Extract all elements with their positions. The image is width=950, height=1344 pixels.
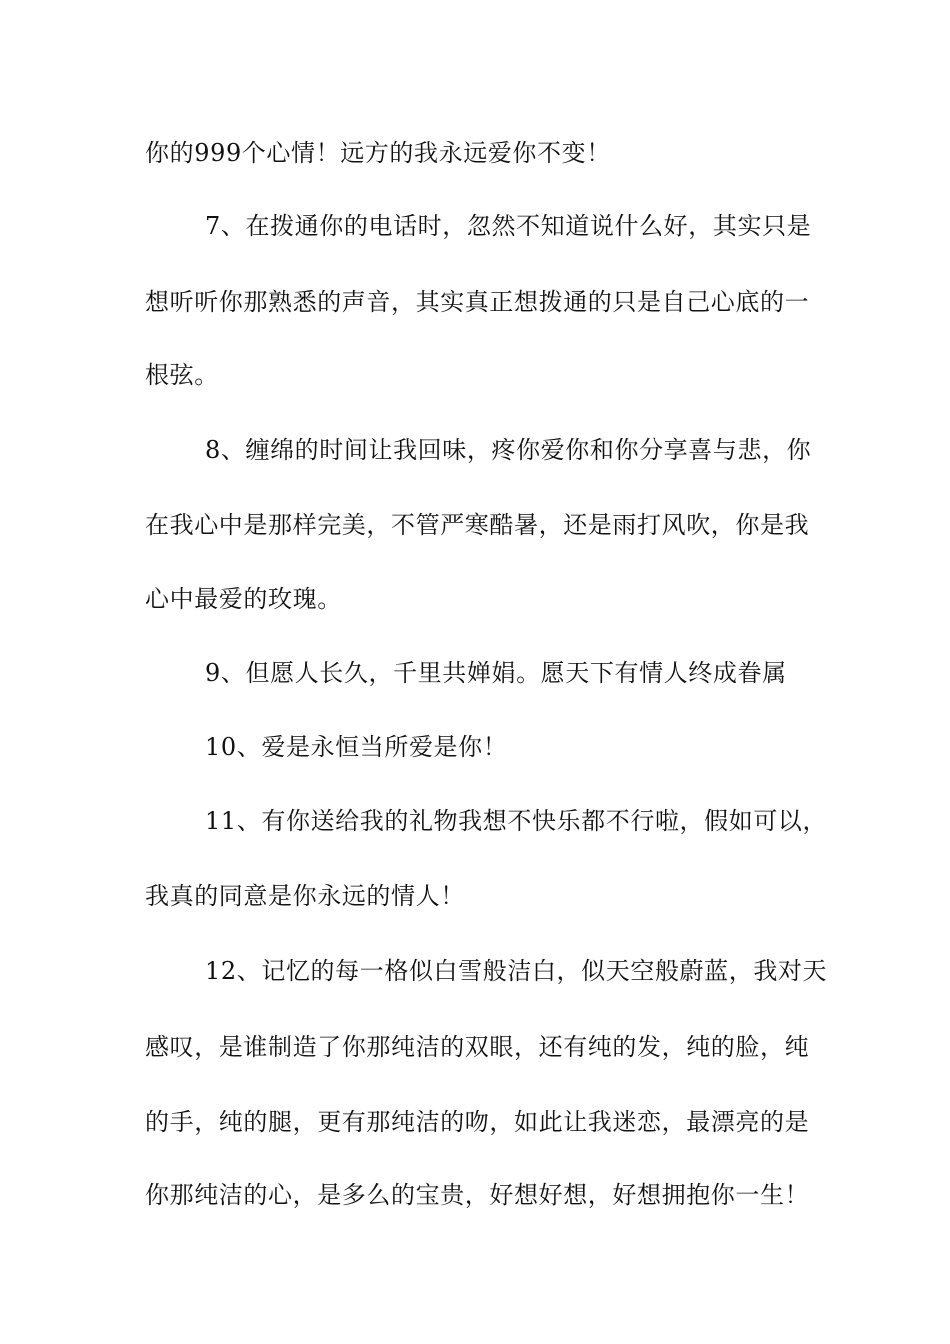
- text-line: 我真的同意是你永远的情人！: [145, 882, 465, 910]
- text-line: 感叹，是谁制造了你那纯洁的双眼，还有纯的发，纯的脸，纯: [145, 1033, 810, 1061]
- text-line: 10、爱是永恒当所爱是你！: [205, 733, 508, 761]
- text-line: 8、缠绵的时间让我回味，疼你爱你和你分享喜与悲，你: [205, 436, 812, 464]
- text-line: 心中最爱的玫瑰。: [145, 585, 342, 613]
- text-line: 11、有你送给我的礼物我想不快乐都不行啦，假如可以，: [205, 807, 828, 835]
- text-line: 9、但愿人长久，千里共婵娟。愿天下有情人终成眷属: [205, 659, 787, 687]
- text-line: 12、记忆的每一格似白雪般洁白，似天空般蔚蓝，我对天: [205, 957, 828, 985]
- text-line: 根弦。: [145, 361, 219, 389]
- text-line: 想听听你那熟悉的声音，其实真正想拨通的只是自己心底的一: [145, 288, 810, 316]
- text-line: 7、在拨通你的电话时，忽然不知道说什么好，其实只是: [205, 212, 812, 240]
- text-line: 在我心中是那样完美，不管严寒酷暑，还是雨打风吹，你是我: [145, 511, 810, 539]
- text-line: 的手，纯的腿，更有那纯洁的吻，如此让我迷恋，最漂亮的是: [145, 1108, 810, 1136]
- text-line: 你那纯洁的心，是多么的宝贵，好想好想，好想拥抱你一生！: [145, 1181, 810, 1209]
- text-line: 你的999个心情！远方的我永远爱你不变！: [145, 139, 611, 167]
